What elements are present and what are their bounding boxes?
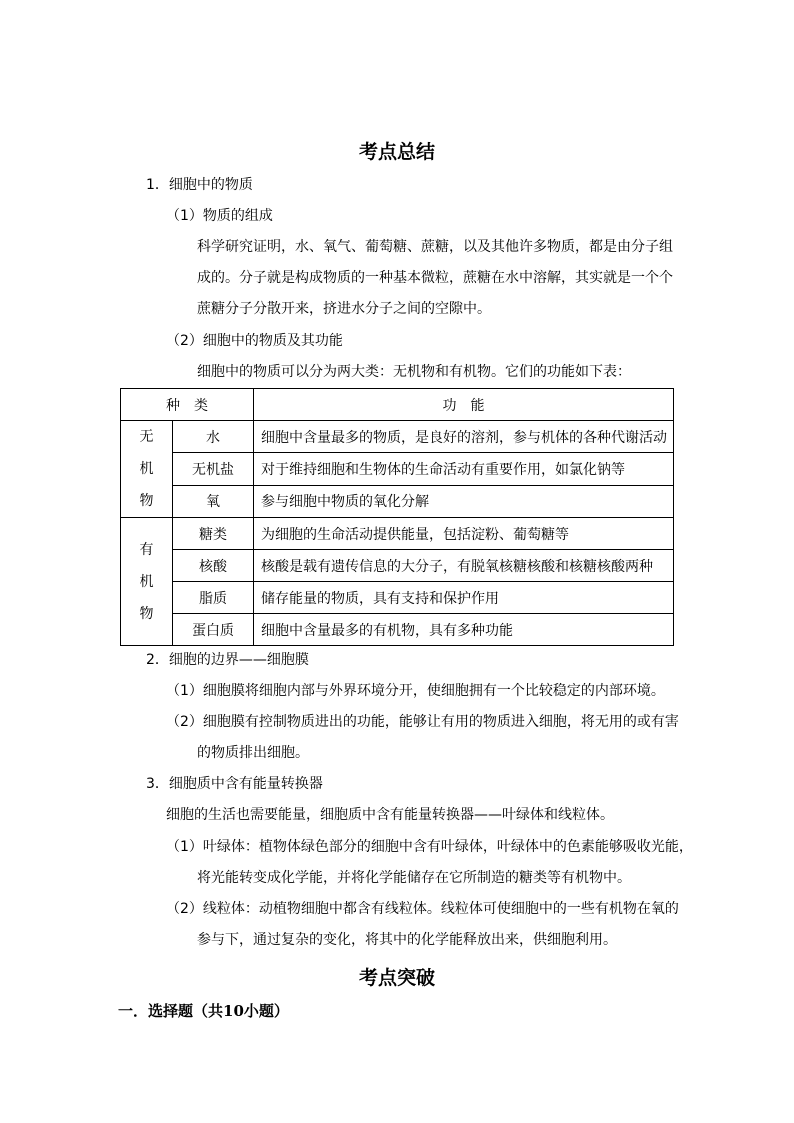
kind-cell: 核酸 [173, 550, 254, 582]
paragraph-line: 蔗糖分子分散开来，挤进水分子之间的空隙中。 [197, 301, 491, 317]
paragraph-line: （1）细胞膜将细胞内部与外界环境分开，使细胞拥有一个比较稳定的内部环境。 [166, 683, 665, 699]
paragraph-line: 将光能转变成化学能，并将化学能储存在它所制造的糖类等有机物中。 [197, 870, 631, 886]
header-kind: 种 类 [121, 389, 254, 421]
paragraph-line: （2）细胞膜有控制物质进出的功能，能够让有用的物质进入细胞，将无用的或有害 [166, 714, 679, 730]
table-row [121, 582, 674, 614]
table-row [121, 453, 674, 485]
paragraph-line: 科学研究证明，水、氧气、葡萄糖、蔗糖，以及其他许多物质，都是由分子组 [197, 239, 673, 255]
breakthrough-title: 考点突破 [358, 967, 435, 989]
paragraph-line: 细胞的生活也需要能量，细胞质中含有能量转换器——叶绿体和线粒体。 [166, 807, 614, 823]
paragraph-line: 成的。分子就是构成物质的一种基本微粒，蔗糖在水中溶解，其实就是一个个 [197, 270, 673, 286]
table-header-row [121, 389, 674, 421]
table-row [121, 550, 674, 582]
group-organic: 有 机 物 [121, 518, 173, 646]
substance-function-table [120, 388, 674, 646]
group-inorganic: 无 机 物 [121, 421, 173, 518]
paragraph-line: 参与下，通过复杂的变化，将其中的化学能释放出来，供细胞利用。 [197, 932, 617, 948]
paragraph-line: （1）叶绿体：植物体绿色部分的细胞中含有叶绿体，叶绿体中的色素能够吸收光能， [166, 839, 693, 855]
kind-cell: 氧 [173, 485, 254, 517]
table-row [121, 614, 674, 646]
section-1-heading: 1．细胞中的物质 [146, 177, 253, 193]
section-2-heading: 2．细胞的边界——细胞膜 [146, 652, 309, 668]
function-cell: 细胞中含量最多的物质，是良好的溶剂，参与机体的各种代谢活动 [254, 421, 674, 453]
subsection-2-heading: （2）细胞中的物质及其功能 [166, 333, 343, 349]
kind-cell: 无机盐 [173, 453, 254, 485]
paragraph-line: 的物质排出细胞。 [197, 745, 309, 761]
paragraph-line: （2）线粒体：动植物细胞中都含有线粒体。线粒体可使细胞中的一些有机物在氧的 [166, 901, 679, 917]
table-row [121, 485, 674, 517]
section-3-heading: 3．细胞质中含有能量转换器 [146, 776, 323, 792]
function-cell: 对于维持细胞和生物体的生命活动有重要作用，如氯化钠等 [254, 453, 674, 485]
function-cell: 参与细胞中物质的氧化分解 [254, 485, 674, 517]
subsection-1-heading: （1）物质的组成 [166, 208, 273, 224]
function-cell: 为细胞的生命活动提供能量，包括淀粉、葡萄糖等 [254, 518, 674, 550]
choice-section-heading: 一．选择题（共10小题） [118, 1002, 289, 1020]
table-row [121, 518, 674, 550]
header-function: 功 能 [254, 389, 674, 421]
function-cell: 储存能量的物质，具有支持和保护作用 [254, 582, 674, 614]
function-cell: 核酸是载有遗传信息的大分子，有脱氧核糖核酸和核糖核酸两种 [254, 550, 674, 582]
kind-cell: 脂质 [173, 582, 254, 614]
function-cell: 细胞中含量最多的有机物，具有多种功能 [254, 614, 674, 646]
summary-title: 考点总结 [358, 141, 435, 163]
kind-cell: 水 [173, 421, 254, 453]
table-row [121, 421, 674, 453]
kind-cell: 蛋白质 [173, 614, 254, 646]
table-intro: 细胞中的物质可以分为两大类：无机物和有机物。它们的功能如下表： [197, 364, 631, 380]
kind-cell: 糖类 [173, 518, 254, 550]
